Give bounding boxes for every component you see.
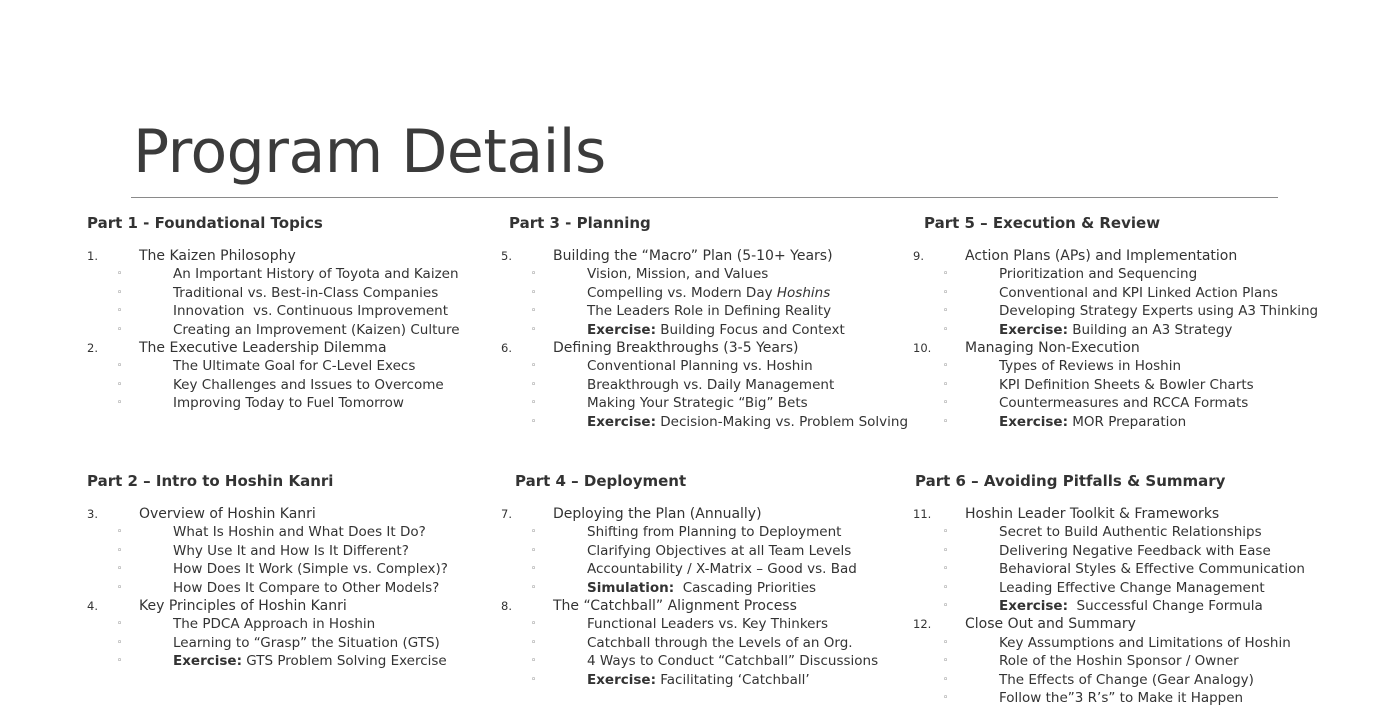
list-item-text (173, 321, 460, 339)
list-item (87, 321, 460, 339)
part-heading: Part 2 – Intro to Hoshin Kanri (87, 472, 334, 490)
topic-label: The “Catchball” Alignment Process (553, 597, 797, 614)
title-divider (131, 197, 1278, 198)
item-body: What Is Hoshin and What Does It Do? (173, 524, 426, 541)
topic-number: 1. (87, 249, 98, 263)
item-body: Why Use It and How Is It Different? (173, 542, 409, 559)
bullet-icon: ◦ (943, 416, 949, 427)
list-item-text (173, 523, 426, 541)
list-item (501, 265, 769, 283)
item-body: Successful Change Formula (1067, 597, 1263, 614)
item-body: Delivering Negative Feedback with Ease (999, 542, 1271, 559)
topic-row (913, 339, 1160, 357)
item-prefix: Exercise: (587, 671, 656, 688)
list-item (913, 265, 1198, 283)
bullet-icon: ◦ (117, 637, 123, 648)
bullet-icon: ◦ (943, 324, 949, 335)
bullet-icon: ◦ (117, 361, 123, 372)
bullet-icon: ◦ (943, 564, 949, 575)
item-body: The Effects of Change (Gear Analogy) (999, 671, 1254, 688)
list-item-text (587, 560, 857, 578)
bullet-icon: ◦ (531, 287, 537, 298)
list-item-text (173, 542, 409, 560)
list-item-text (173, 284, 438, 302)
topic-number: 7. (501, 507, 512, 521)
item-prefix: Simulation: (587, 579, 675, 596)
item-body: How Does It Work (Simple vs. Complex)? (173, 561, 448, 578)
item-body: Secret to Build Authentic Relationships (999, 524, 1262, 541)
topic-row (913, 247, 1238, 265)
bullet-icon: ◦ (531, 398, 537, 409)
part-2-section (87, 471, 448, 671)
list-item (501, 523, 842, 541)
item-body: Follow the”3 R’s” to Make it Happen (999, 689, 1244, 706)
topic-number: 9. (913, 249, 924, 263)
item-body: Key Challenges and Issues to Overcome (173, 376, 444, 393)
bullet-icon: ◦ (943, 287, 949, 298)
topic-number: 2. (87, 340, 98, 355)
item-body: Vision, Mission, and Values (587, 266, 769, 283)
topic-number: 12. (913, 617, 932, 632)
list-item-text (999, 394, 1248, 412)
part-heading: Part 1 - Foundational Topics (87, 214, 323, 232)
part-heading: Part 4 – Deployment (515, 472, 687, 490)
bullet-icon: ◦ (943, 398, 949, 409)
list-item (913, 597, 1263, 615)
item-body: Catchball through the Levels of an Org. (587, 634, 853, 651)
part-heading: Part 5 – Execution & Review (924, 214, 1161, 232)
bullet-icon: ◦ (117, 582, 123, 593)
item-body: Innovation vs. Continuous Improvement (173, 303, 449, 320)
bullet-icon: ◦ (531, 324, 537, 335)
item-body: The Ultimate Goal for C-Level Execs (173, 358, 416, 375)
item-body: Making Your Strategic “Big” Bets (587, 395, 808, 412)
item-body: Compelling vs. Modern Day (587, 284, 777, 301)
list-item-text (999, 652, 1239, 670)
item-body: GTS Problem Solving Exercise (241, 653, 447, 670)
item-emphasis: Hoshins (776, 284, 831, 301)
bullet-icon: ◦ (531, 361, 537, 372)
item-body: Cascading Priorities (674, 579, 817, 596)
topic-row (501, 339, 799, 357)
topic-number: 8. (501, 598, 512, 613)
list-item (501, 615, 829, 633)
topic-label: Deploying the Plan (Annually) (553, 506, 762, 522)
list-item-text (587, 302, 831, 320)
list-item-text (587, 542, 851, 560)
topic-label: Defining Breakthroughs (3-5 Years) (553, 339, 799, 356)
list-item-text (587, 357, 813, 375)
item-body: Functional Leaders vs. Key Thinkers (587, 616, 829, 633)
topic-label: Managing Non-Execution (965, 339, 1140, 356)
bullet-icon: ◦ (531, 674, 537, 685)
list-item (913, 579, 1265, 597)
bullet-icon: ◦ (943, 361, 949, 372)
part-1-section (87, 213, 460, 413)
item-body: Building Focus and Context (655, 321, 845, 338)
list-item-text (173, 302, 448, 320)
bullet-icon: ◦ (943, 637, 949, 648)
bullet-icon: ◦ (943, 600, 949, 611)
list-item-text (173, 265, 459, 283)
item-body: Breakthrough vs. Daily Management (587, 376, 835, 393)
bullet-icon: ◦ (531, 619, 537, 630)
bullet-icon: ◦ (531, 545, 537, 556)
item-body: Key Assumptions and Limitations of Hoshin (999, 634, 1291, 651)
bullet-icon: ◦ (531, 637, 537, 648)
topic-label: Close Out and Summary (965, 616, 1136, 633)
bullet-icon: ◦ (943, 545, 949, 556)
list-item (501, 671, 810, 689)
bullet-icon: ◦ (531, 306, 537, 317)
list-item (501, 302, 832, 320)
item-body: Conventional Planning vs. Hoshin (587, 358, 813, 375)
bullet-icon: ◦ (943, 674, 949, 685)
list-item (87, 652, 447, 670)
item-body: Behavioral Styles & Effective Communication (999, 561, 1305, 578)
list-item (913, 634, 1291, 652)
part-5-section (913, 213, 1319, 431)
bullet-icon: ◦ (117, 398, 123, 409)
item-body: An Important History of Toyota and Kaizen (173, 266, 459, 283)
list-item-text (999, 579, 1265, 597)
bullet-icon: ◦ (117, 287, 123, 298)
list-item-text (173, 376, 444, 394)
item-body: MOR Preparation (1067, 413, 1187, 430)
list-item-text (587, 265, 768, 283)
list-item (87, 394, 404, 412)
list-item-text (999, 634, 1291, 652)
topic-label: Overview of Hoshin Kanri (139, 506, 316, 522)
topic-label: The Kaizen Philosophy (139, 248, 296, 264)
list-item-text (999, 523, 1262, 541)
item-body: Traditional vs. Best-in-Class Companies (173, 284, 439, 301)
item-prefix: Exercise: (587, 321, 656, 338)
list-item (913, 652, 1239, 670)
topic-row (87, 247, 323, 265)
part-3-section (501, 213, 909, 431)
item-prefix: Exercise: (587, 413, 656, 430)
list-item-text (999, 284, 1278, 302)
topic-label: The Executive Leadership Dilemma (139, 339, 387, 356)
list-item-text (587, 615, 828, 633)
topic-label: Building the “Macro” Plan (5-10+ Years) (553, 248, 833, 264)
list-item (87, 357, 416, 375)
bullet-icon: ◦ (943, 656, 949, 667)
list-item (501, 413, 909, 431)
list-item-text (999, 671, 1254, 689)
item-body: Building an A3 Strategy (1067, 321, 1233, 338)
list-item-text (587, 394, 808, 412)
bullet-icon: ◦ (117, 379, 123, 390)
item-body: Conventional and KPI Linked Action Plans (999, 284, 1278, 301)
list-item (501, 542, 852, 560)
item-body: KPI Definition Sheets & Bowler Charts (999, 376, 1254, 393)
bullet-icon: ◦ (943, 582, 949, 593)
item-body: Role of the Hoshin Sponsor / Owner (999, 653, 1239, 670)
topic-row (913, 615, 1225, 633)
part-heading: Part 3 - Planning (509, 214, 651, 232)
item-body: Clarifying Objectives at all Team Levels (587, 542, 852, 559)
item-body: The PDCA Approach in Hoshin (173, 616, 376, 633)
list-item (87, 284, 439, 302)
item-body: Creating an Improvement (Kaizen) Culture (173, 321, 460, 338)
bullet-icon: ◦ (531, 416, 537, 427)
list-item (87, 542, 409, 560)
list-item-text (173, 394, 404, 412)
list-item-text (587, 284, 830, 302)
list-item-text (587, 376, 834, 394)
topic-row (501, 247, 833, 265)
bullet-icon: ◦ (117, 527, 123, 538)
topic-number: 11. (913, 507, 932, 521)
topic-label: Hoshin Leader Toolkit & Frameworks (965, 506, 1220, 522)
list-item (501, 284, 831, 302)
bullet-icon: ◦ (943, 527, 949, 538)
list-item (87, 615, 376, 633)
list-item (501, 652, 879, 670)
item-body: Facilitating ‘Catchball’ (655, 671, 810, 688)
list-item-text (173, 560, 448, 578)
list-item (87, 634, 440, 652)
topic-row (87, 505, 333, 523)
list-item-text (999, 413, 1186, 431)
list-item-text (587, 652, 878, 670)
list-item-text (999, 265, 1197, 283)
bullet-icon: ◦ (117, 619, 123, 630)
list-item (501, 394, 808, 412)
item-body: Prioritization and Sequencing (999, 266, 1198, 283)
item-body: 4 Ways to Conduct “Catchball” Discussions (587, 653, 879, 670)
list-item (913, 376, 1254, 394)
bullet-icon: ◦ (531, 379, 537, 390)
list-item (913, 560, 1305, 578)
item-prefix: Exercise: (999, 597, 1068, 614)
list-item (913, 689, 1244, 707)
list-item (501, 376, 835, 394)
bullet-icon: ◦ (117, 269, 123, 280)
topic-row (501, 505, 762, 523)
list-item-text (587, 321, 845, 339)
list-item-text (999, 689, 1243, 707)
item-body: How Does It Compare to Other Models? (173, 579, 440, 596)
item-body: Learning to “Grasp” the Situation (GTS) (173, 634, 440, 651)
bullet-icon: ◦ (117, 324, 123, 335)
list-item (913, 357, 1182, 375)
list-item-text (587, 413, 908, 431)
topic-row (87, 339, 387, 357)
list-item (913, 671, 1254, 689)
list-item-text (173, 634, 440, 652)
bullet-icon: ◦ (117, 656, 123, 667)
list-item (87, 579, 440, 597)
topic-row (87, 597, 347, 615)
topic-number: 10. (913, 340, 932, 355)
topic-number: 4. (87, 598, 98, 613)
list-item (913, 321, 1233, 339)
item-body: Types of Reviews in Hoshin (999, 358, 1182, 375)
list-item-text (587, 523, 841, 541)
page-title: Program Details (133, 117, 606, 187)
topic-number: 6. (501, 340, 512, 355)
part-6-section (913, 471, 1305, 707)
topic-label: Key Principles of Hoshin Kanri (139, 597, 347, 614)
item-body: The Leaders Role in Defining Reality (587, 303, 832, 320)
list-item (913, 523, 1262, 541)
list-item (87, 302, 449, 320)
list-item (501, 321, 845, 339)
list-item-text (173, 615, 375, 633)
list-item (501, 560, 857, 578)
bullet-icon: ◦ (943, 379, 949, 390)
list-item (501, 634, 853, 652)
part-4-section (501, 471, 879, 689)
list-item (913, 542, 1271, 560)
bullet-icon: ◦ (943, 692, 949, 703)
item-body: Developing Strategy Experts using A3 Thinking (999, 303, 1319, 320)
item-prefix: Exercise: (173, 653, 242, 670)
topic-number: 5. (501, 249, 512, 263)
list-item-text (999, 376, 1254, 394)
list-item (87, 523, 426, 541)
list-item-text (999, 357, 1181, 375)
list-item-text (999, 542, 1271, 560)
list-item (87, 376, 444, 394)
bullet-icon: ◦ (117, 564, 123, 575)
part-heading: Part 6 – Avoiding Pitfalls & Summary (915, 472, 1226, 490)
bullet-icon: ◦ (943, 269, 949, 280)
item-prefix: Exercise: (999, 413, 1068, 430)
bullet-icon: ◦ (117, 306, 123, 317)
item-body: Decision-Making vs. Problem Solving (655, 413, 909, 430)
item-body: Improving Today to Fuel Tomorrow (173, 395, 404, 412)
list-item-text (999, 302, 1318, 320)
list-item-text (173, 579, 439, 597)
list-item-text (587, 634, 853, 652)
bullet-icon: ◦ (531, 656, 537, 667)
bullet-icon: ◦ (531, 564, 537, 575)
list-item (501, 579, 817, 597)
bullet-icon: ◦ (531, 269, 537, 280)
bullet-icon: ◦ (531, 527, 537, 538)
list-item (913, 394, 1249, 412)
topic-label: Action Plans (APs) and Implementation (965, 248, 1238, 264)
item-prefix: Exercise: (999, 321, 1068, 338)
item-body: Shifting from Planning to Deployment (587, 524, 842, 541)
list-item (87, 560, 448, 578)
list-item-text (173, 652, 447, 670)
list-item (913, 413, 1187, 431)
list-item (87, 265, 459, 283)
list-item-text (999, 597, 1263, 615)
bullet-icon: ◦ (531, 582, 537, 593)
bullet-icon: ◦ (943, 306, 949, 317)
list-item (501, 357, 813, 375)
item-body: Leading Effective Change Management (999, 579, 1265, 596)
item-body: Accountability / X-Matrix – Good vs. Bad (587, 561, 857, 578)
item-body: Countermeasures and RCCA Formats (999, 395, 1249, 412)
topic-number: 3. (87, 507, 98, 521)
list-item (913, 302, 1319, 320)
topic-row (913, 505, 1225, 523)
list-item-text (587, 671, 810, 689)
list-item-text (587, 579, 816, 597)
list-item-text (999, 321, 1232, 339)
topic-row (501, 597, 797, 615)
list-item-text (173, 357, 415, 375)
list-item-text (999, 560, 1305, 578)
bullet-icon: ◦ (117, 545, 123, 556)
list-item (913, 284, 1278, 302)
